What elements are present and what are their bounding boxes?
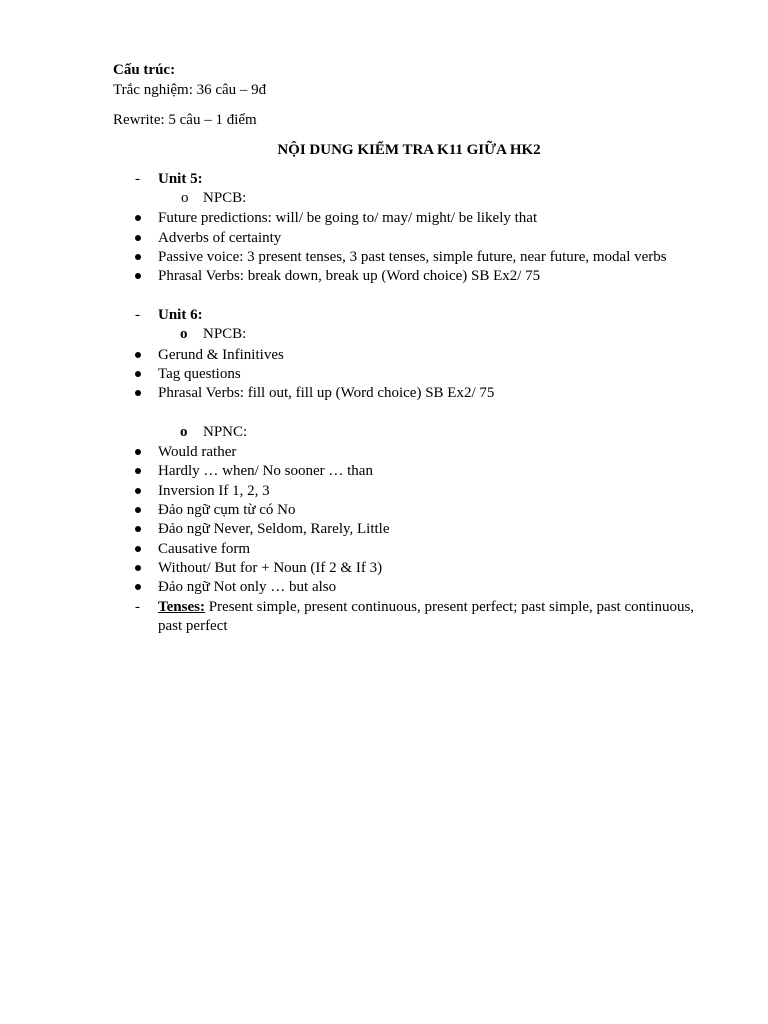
tenses-text: Present simple, present continuous, present perfect; past simple, past continuous, past perfect (158, 599, 695, 634)
unit5-label: Unit 5: (158, 171, 203, 187)
unit6-sub2-label: NPNC: (203, 424, 248, 440)
unit6-npnc-item: Đảo ngữ Not only … but also (158, 579, 337, 595)
unit5-item: Adverbs of certainty (158, 230, 282, 246)
tenses-paragraph (158, 598, 718, 636)
unit5-sub-marker: o (181, 190, 189, 206)
bullet-icon (135, 526, 141, 532)
page-title: NỘI DUNG KIỂM TRA K11 GIỮA HK2 (277, 142, 541, 158)
unit6-sub-label: NPCB: (203, 326, 247, 342)
unit6-npnc-item: Would rather (158, 444, 237, 460)
structure-rewrite: Rewrite: 5 câu – 1 điểm (113, 112, 257, 128)
bullet-icon (135, 254, 141, 260)
bullet-icon (135, 546, 141, 552)
unit5-item: Passive voice: 3 present tenses, 3 past tenses, simple future, near future, modal verbs (158, 249, 667, 265)
bullet-icon (135, 488, 141, 494)
unit5-dash-marker: - (135, 171, 140, 187)
structure-mcq: Trắc nghiệm: 36 câu – 9đ (113, 82, 267, 98)
bullet-icon (135, 352, 141, 358)
bullet-icon (135, 215, 141, 221)
unit6-npnc-item: Causative form (158, 541, 251, 557)
unit6-item: Phrasal Verbs: fill out, fill up (Word choice) SB Ex2/ 75 (158, 385, 495, 401)
unit5-item: Future predictions: will/ be going to/ may/ might/ be likely that (158, 210, 538, 226)
unit6-npnc-item: Inversion If 1, 2, 3 (158, 483, 270, 499)
unit6-npnc-item: Đảo ngữ Never, Seldom, Rarely, Little (158, 521, 390, 537)
unit6-npnc-item: Without/ But for + Noun (If 2 & If 3) (158, 560, 383, 576)
unit6-npnc-item: Hardly … when/ No sooner … than (158, 463, 373, 479)
bullet-icon (135, 468, 141, 474)
unit5-item: Phrasal Verbs: break down, break up (Word choice) SB Ex2/ 75 (158, 268, 541, 284)
structure-heading: Cấu trúc: (113, 62, 176, 78)
unit6-dash-marker: - (135, 307, 140, 323)
bullet-icon (135, 273, 141, 279)
bullet-icon (135, 565, 141, 571)
unit6-sub2-marker: o (180, 424, 188, 440)
bullet-icon (135, 507, 141, 513)
unit6-label: Unit 6: (158, 307, 203, 323)
unit6-sub-marker: o (180, 326, 188, 342)
bullet-icon (135, 584, 141, 590)
tenses-dash-marker: - (135, 599, 140, 615)
bullet-icon (135, 390, 141, 396)
tenses-label: Tenses: (158, 599, 205, 615)
unit5-sub-label: NPCB: (203, 190, 247, 206)
unit6-npnc-item: Đảo ngữ cụm từ có No (158, 502, 296, 518)
unit6-item: Gerund & Infinitives (158, 347, 284, 363)
unit6-item: Tag questions (158, 366, 241, 382)
bullet-icon (135, 235, 141, 241)
bullet-icon (135, 449, 141, 455)
bullet-icon (135, 371, 141, 377)
